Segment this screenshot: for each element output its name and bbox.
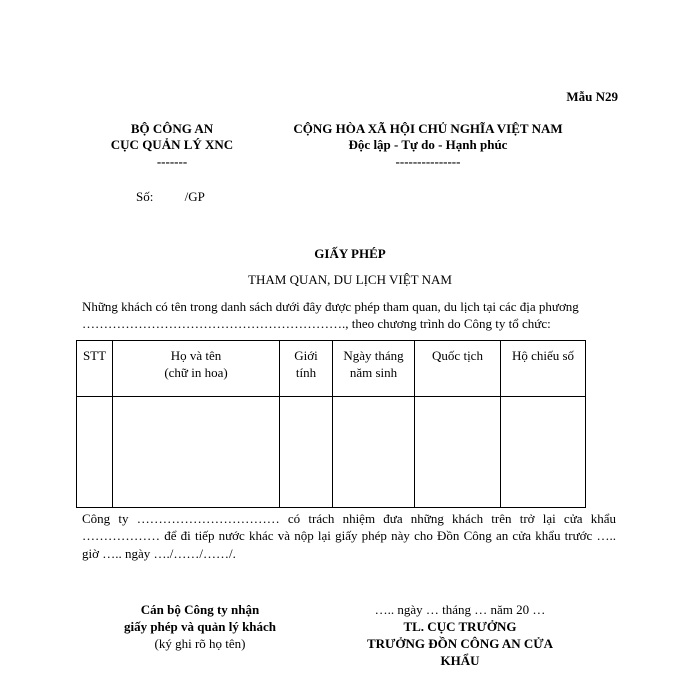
header-full-name: Họ và tên (chữ in hoa)	[113, 341, 280, 397]
country-name: CỘNG HÒA XÃ HỘI CHỦ NGHĨA VIỆT NAM	[293, 121, 563, 136]
header-stt: STT	[77, 341, 113, 397]
company-signature-block	[100, 602, 300, 653]
ministry-name: BỘ CÔNG AN	[130, 121, 214, 136]
guest-list-table	[76, 340, 586, 508]
intro-line-2: ……………………………………………………., theo chương trình do Công ty tổ chức:	[82, 316, 551, 332]
issuing-authority-header	[92, 121, 252, 170]
company-responsibility-paragraph: Công ty …………………………… có trách nhiệm đưa những khách trên trở lại cửa khẩu ……………… để đi tiếp nước khác và nộp lại giấy phép này cho Đồn Công an cửa khẩu trước ….. giờ ….. ngày …./……/……/.	[82, 511, 616, 561]
number-label: Số:	[136, 189, 154, 204]
company-signer-title-1: Cán bộ Công ty nhận	[140, 602, 260, 617]
document-title: GIẤY PHÉP	[314, 246, 386, 261]
table-cell	[280, 397, 333, 508]
table-cell	[415, 397, 501, 508]
header-passport-number: Hộ chiếu số	[501, 341, 586, 397]
national-header	[268, 121, 588, 170]
header-nationality: Quốc tịch	[415, 341, 501, 397]
left-header-divider: -------	[156, 153, 188, 169]
table-cell	[333, 397, 415, 508]
table-header-row	[77, 341, 586, 397]
table-cell	[501, 397, 586, 508]
document-subtitle: THAM QUAN, DU LỊCH VIỆT NAM	[248, 272, 452, 287]
table-cell	[113, 397, 280, 508]
table-row	[77, 397, 586, 508]
signature-date-line: ….. ngày … tháng … năm 20 …	[374, 602, 546, 617]
number-suffix: /GP	[184, 189, 205, 204]
authority-signer-title-2: TRƯỞNG ĐỒN CÔNG AN CỬA	[366, 635, 554, 651]
intro-line-1: Những khách có tên trong danh sách dưới đây được phép tham quan, du lịch tại các địa phương	[82, 299, 579, 314]
national-motto: Độc lập - Tự do - Hạnh phúc	[348, 137, 508, 153]
authority-signer-title-1: TL. CỤC TRƯỞNG	[403, 618, 517, 634]
company-signer-title-2: giấy phép và quản lý khách	[123, 618, 277, 634]
header-date-of-birth: Ngày tháng năm sinh	[333, 341, 415, 397]
header-gender: Giới tính	[280, 341, 333, 397]
company-signer-note: (ký ghi rõ họ tên)	[154, 635, 246, 651]
intro-paragraph	[82, 298, 616, 333]
document-number-line	[136, 189, 205, 206]
right-header-divider: ---------------	[395, 153, 461, 169]
form-code: Mẫu N29	[566, 89, 618, 104]
authority-signature-block	[340, 602, 580, 670]
authority-signer-title-3: KHẨU	[440, 652, 480, 668]
table-cell	[77, 397, 113, 508]
department-name: CỤC QUẢN LÝ XNC	[110, 137, 234, 153]
